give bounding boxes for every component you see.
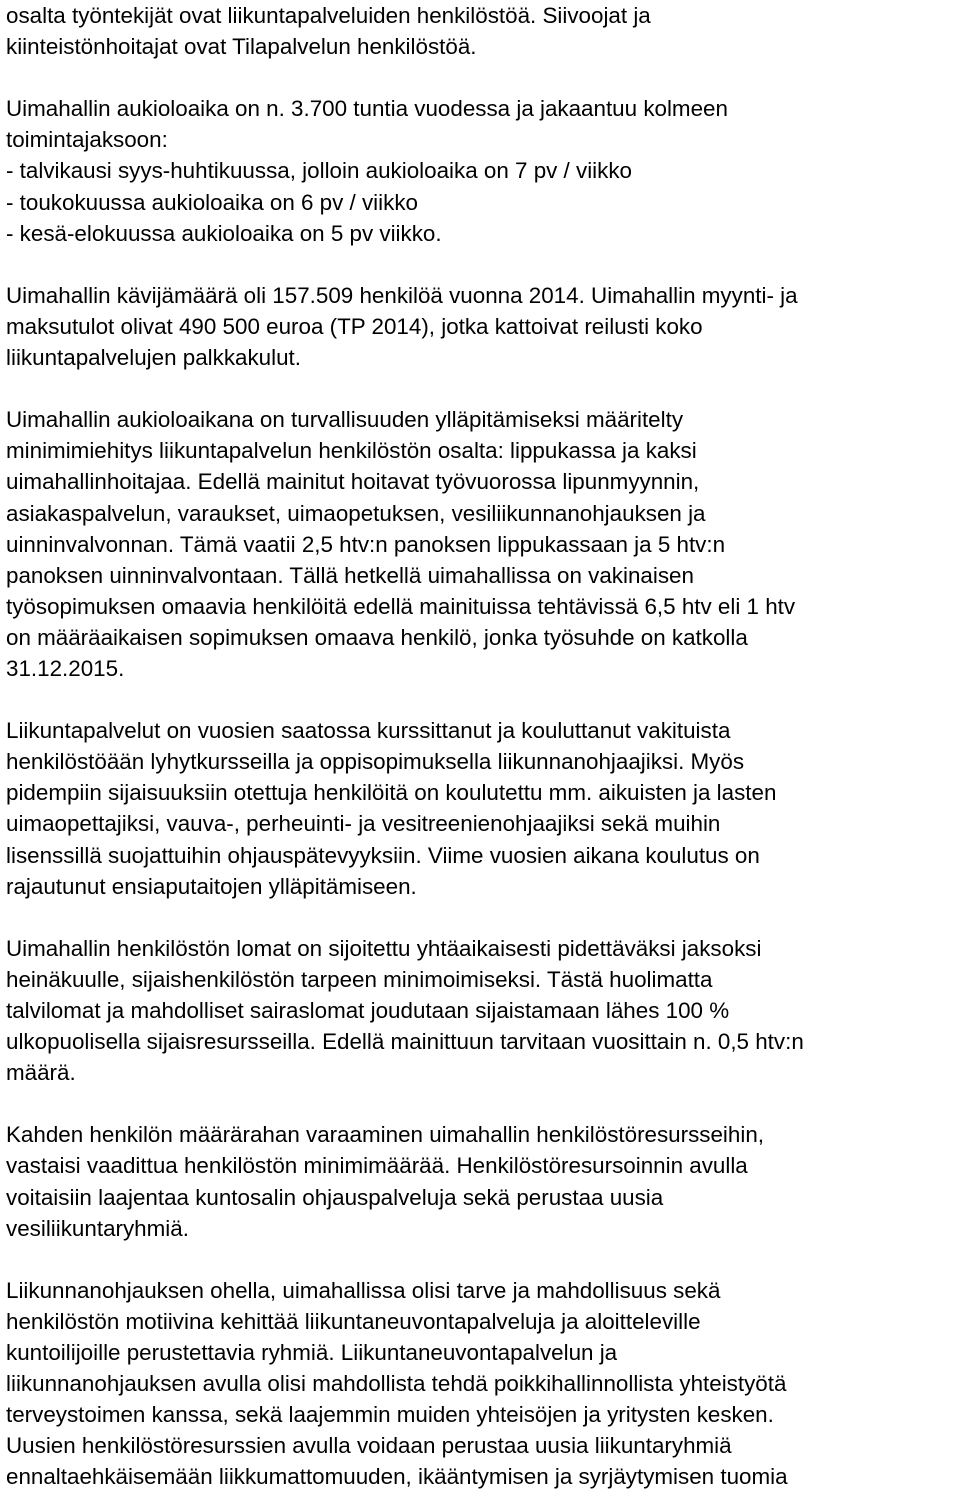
paragraph (6, 0, 956, 62)
text-line: liikunnanohjauksen avulla olisi mahdollista tehdä poikkihallinnollista yhteistyötä (6, 1371, 787, 1397)
text-line: ulkopuolisella sijaisresursseilla. Edellä mainittuun tarvitaan vuosittain n. 0,5 htv:n (6, 1029, 804, 1055)
text-line: - kesä-elokuussa aukioloaika on 5 pv viikko. (6, 220, 442, 246)
text-line: Uimahallin henkilöstön lomat on sijoitettu yhtäaikaisesti pidettäväksi jaksoksi (6, 935, 762, 961)
text-line: Uimahallin kävijämäärä oli 157.509 henkilöä vuonna 2014. Uimahallin myynti- ja (6, 282, 798, 308)
text-line: panoksen uinninvalvontaan. Tällä hetkellä uimahallissa on vakinaisen (6, 562, 694, 588)
text-line: Liikunnanohjauksen ohella, uimahallissa olisi tarve ja mahdollisuus sekä (6, 1277, 721, 1303)
text-line: henkilöstön motiivina kehittää liikuntaneuvontapalveluja ja aloitteleville (6, 1308, 701, 1334)
text-line: uinninvalvonnan. Tämä vaatii 2,5 htv:n panoksen lippukassaan ja 5 htv:n (6, 531, 726, 557)
text-line: uimahallinhoitajaa. Edellä mainitut hoitavat työvuorossa lipunmyynnin, (6, 469, 700, 495)
paragraph (6, 93, 956, 248)
text-line: Uusien henkilöstöresurssien avulla voidaan perustaa uusia liikuntaryhmiä (6, 1433, 732, 1459)
text-line: Kahden henkilön määrärahan varaaminen uimahallin henkilöstöresursseihin, (6, 1122, 765, 1148)
text-line: työsopimuksen omaavia henkilöitä edellä mainituissa tehtävissä 6,5 htv eli 1 htv (6, 593, 796, 619)
paragraph (6, 1275, 956, 1493)
text-line: - toukokuussa aukioloaika on 6 pv / viikko (6, 189, 418, 215)
text-line: Uimahallin aukioloaikana on turvallisuuden ylläpitämiseksi määritelty (6, 407, 684, 433)
text-line: toimintajaksoon: (6, 127, 168, 153)
paragraph-gap (6, 684, 956, 715)
text-line: lisenssillä suojattuihin ohjauspätevyyksiin. Viime vuosien aikana koulutus on (6, 842, 760, 868)
text-line: - talvikausi syys-huhtikuussa, jolloin aukioloaika on 7 pv / viikko (6, 158, 632, 184)
text-line: kuntoilijoille perustettavia ryhmiä. Liikuntaneuvontapalvelun ja (6, 1340, 618, 1366)
paragraph (6, 933, 956, 1088)
text-line: liikuntapalvelujen palkkakulut. (6, 345, 301, 371)
text-line: minimimiehitys liikuntapalvelun henkilöstön osalta: lippukassa ja kaksi (6, 438, 697, 464)
paragraph (6, 1119, 956, 1243)
text-line: Uimahallin aukioloaika on n. 3.700 tuntia vuodessa ja jakaantuu kolmeen (6, 96, 728, 122)
text-line: on määräaikaisen sopimuksen omaava henkilö, jonka työsuhde on katkolla (6, 624, 748, 650)
text-line: vesiliikuntaryhmiä. (6, 1215, 189, 1241)
paragraph-gap (6, 62, 956, 93)
paragraph (6, 280, 956, 373)
text-line: maksutulot olivat 490 500 euroa (TP 2014), jotka kattoivat reilusti koko (6, 313, 703, 339)
paragraph-gap (6, 1088, 956, 1119)
text-line: rajautunut ensiaputaitojen ylläpitämiseen. (6, 873, 417, 899)
text-line: Liikuntapalvelut on vuosien saatossa kurssittanut ja kouluttanut vakituista (6, 718, 731, 744)
paragraph-gap (6, 1244, 956, 1275)
document-page (6, 0, 956, 1493)
text-line: ennaltaehkäisemään liikkumattomuuden, ikääntymisen ja syrjäytymisen tuomia (6, 1464, 788, 1490)
text-line: osalta työntekijät ovat liikuntapalveluiden henkilöstöä. Siivoojat ja (6, 3, 651, 28)
text-line: uimaopettajiksi, vauva-, perheuinti- ja vesitreenienohjaajiksi sekä muihin (6, 811, 721, 837)
text-line: talvilomat ja mahdolliset sairaslomat joudutaan sijaistamaan lähes 100 % (6, 998, 730, 1023)
paragraph-gap (6, 902, 956, 933)
text-line: asiakaspalvelun, varaukset, uimaopetuksen, vesiliikunnanohjauksen ja (6, 500, 706, 526)
text-line: 31.12.2015. (6, 655, 125, 681)
text-line: määrä. (6, 1060, 76, 1086)
text-line: kiinteistönhoitajat ovat Tilapalvelun henkilöstöä. (6, 34, 477, 60)
text-line: terveystoimen kanssa, sekä laajemmin muiden yhteisöjen ja yritysten kesken. (6, 1402, 774, 1428)
paragraph-gap (6, 249, 956, 280)
text-line: voitaisiin laajentaa kuntosalin ohjauspalveluja sekä perustaa uusia (6, 1184, 664, 1210)
text-line: vastaisi vaadittua henkilöstön minimimäärää. Henkilöstöresursoinnin avulla (6, 1153, 748, 1179)
paragraph (6, 404, 956, 684)
text-line: heinäkuulle, sijaishenkilöstön tarpeen minimoimiseksi. Tästä huolimatta (6, 966, 713, 992)
text-line: pidempiin sijaisuuksiin otettuja henkilöitä on koulutettu mm. aikuisten ja lasten (6, 780, 777, 806)
text-line: henkilöstöään lyhytkursseilla ja oppisopimuksella liikunnanohjaajiksi. Myös (6, 749, 745, 775)
paragraph (6, 715, 956, 902)
paragraph-gap (6, 373, 956, 404)
